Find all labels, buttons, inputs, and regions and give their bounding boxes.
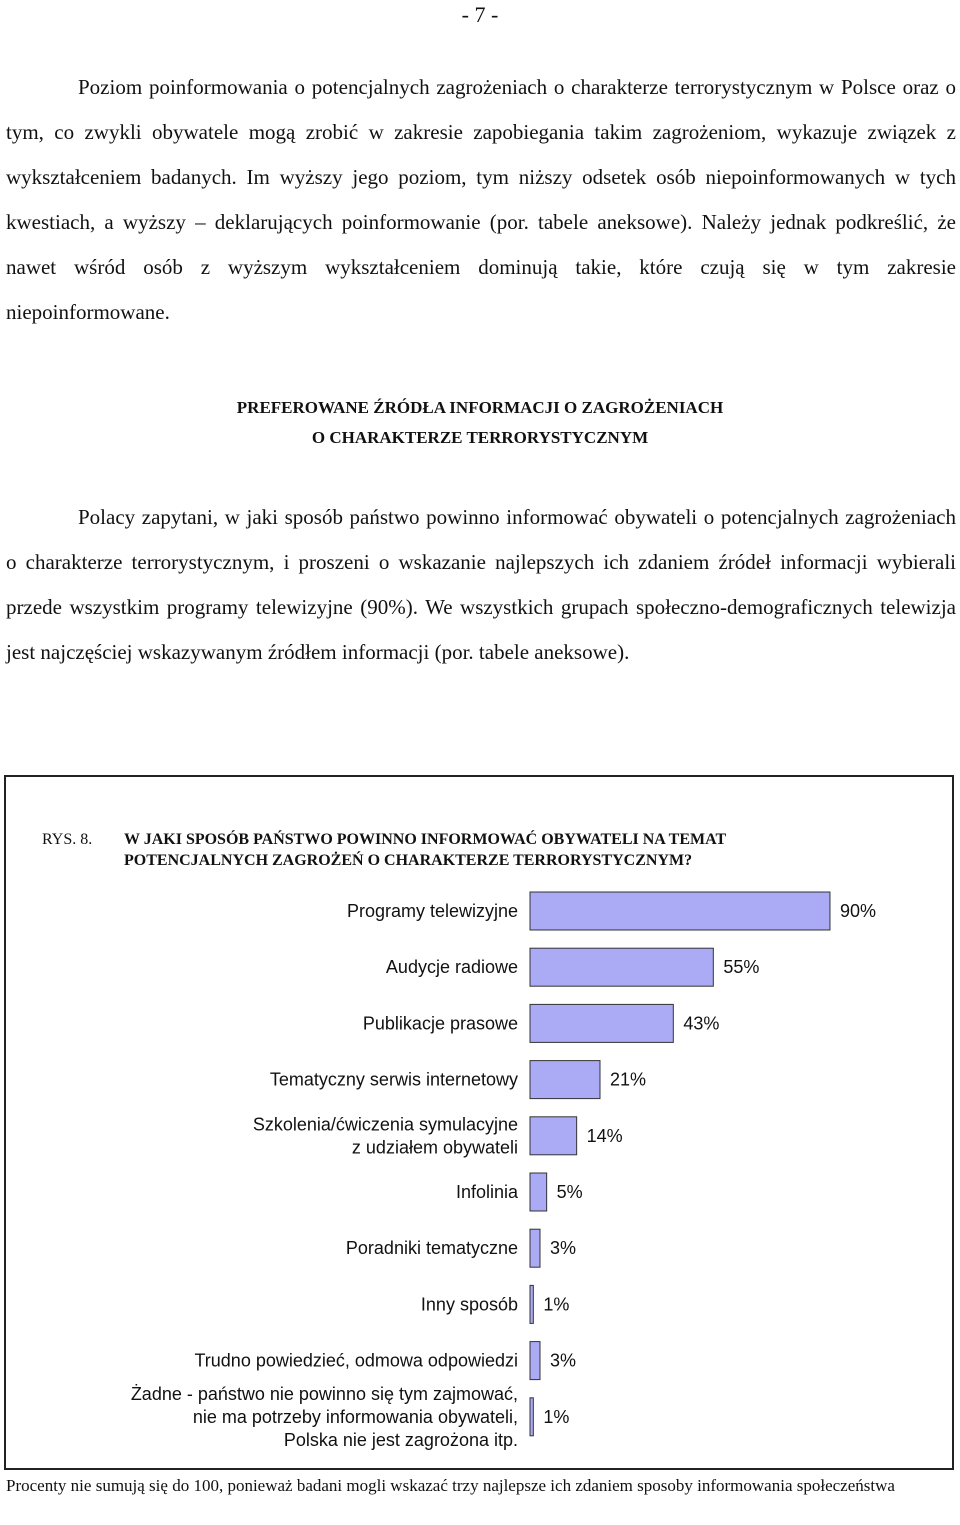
intro-paragraph: Poziom poinformowania o potencjalnych zagrożeniach o charakterze terrorystycznym w Polsce oraz o tym, co zwykli obywatele mogą zrobić w zakresie zapobiegania takim zagrożeniom, wykazuje związek z wykształceniem badanych. Im wyższy jego poziom, tym niższy odsetek osób niepoinformowanych w tych kwestiach, a wyższy – deklarujących poinformowanie (por. tabele aneksowe). Należy jednak podkreślić, że nawet wśród osób z wyższym wykształceniem dominują takie, które czują się w tym zakresie niepoinformowane. <box>6 75 956 324</box>
figure-title <box>124 829 924 871</box>
bar-chart <box>6 777 952 1468</box>
value-label-2: 43% <box>683 1013 720 1034</box>
category-label-2-line-0: Publikacje prasowe <box>362 1013 518 1034</box>
category-label-5 <box>456 1182 519 1202</box>
category-label-9-line-2: Polska nie jest zagrożona itp. <box>283 1429 518 1450</box>
category-label-9-line-1: nie ma potrzeby informowania obywateli, <box>192 1406 518 1427</box>
bar-2 <box>530 1004 673 1042</box>
bar-1 <box>530 948 713 986</box>
body-paragraph: Polacy zapytani, w jaki sposób państwo powinno informować obywateli o potencjalnych zagrożeniach o charakterze terrorystycznym, i proszeni o wskazanie najlepszych ich zdaniem źródeł informacji wybierali przede wszystkim programy telewizyjne (90%). We wszystkich grupach społeczno-demograficznych telewizja jest najczęściej wskazywanym źródłem informacji (por. tabele aneksowe). <box>6 505 956 664</box>
category-label-3-line-0: Tematyczny serwis internetowy <box>269 1069 518 1090</box>
value-label-9: 1% <box>543 1406 570 1427</box>
category-label-0-line-0: Programy telewizyjne <box>346 901 518 921</box>
value-label-3: 21% <box>609 1069 647 1090</box>
category-label-1 <box>386 957 518 977</box>
category-label-8 <box>194 1351 518 1371</box>
category-label-7 <box>421 1294 518 1314</box>
figure-title-line-2: POTENCJALNYCH ZAGROŻEŃ O CHARAKTERZE TERRORYSTYCZNYM? <box>124 852 693 869</box>
category-label-5-line-0: Infolinia <box>455 1182 518 1202</box>
bar-8 <box>530 1342 540 1380</box>
value-label-6: 3% <box>549 1238 577 1259</box>
category-label-7-line-0: Inny sposób <box>420 1294 518 1315</box>
page-number: - 7 - <box>461 2 499 27</box>
bar-9 <box>530 1398 533 1436</box>
value-label-1: 55% <box>723 957 760 978</box>
section-heading-line-2: O CHARAKTERZE TERRORYSTYCZNYM <box>311 428 649 447</box>
bar-6 <box>530 1229 540 1267</box>
category-label-4-line-0: Szkolenia/ćwiczenia symulacyjne <box>252 1114 518 1135</box>
category-label-3 <box>270 1070 518 1090</box>
value-label-5: 5% <box>556 1182 583 1202</box>
category-label-1-line-0: Audycje radiowe <box>385 957 518 978</box>
value-label-7: 1% <box>543 1294 570 1315</box>
category-label-9-line-0: Żadne - państwo nie powinno się tym zajmować, <box>130 1383 518 1404</box>
value-label-4: 14% <box>586 1125 623 1146</box>
bar-4 <box>530 1117 577 1155</box>
category-label-0 <box>347 901 518 921</box>
category-label-4-line-1: z udziałem obywateli <box>351 1137 518 1158</box>
figure-title-line-1: W JAKI SPOSÓB PAŃSTWO POWINNO INFORMOWAĆ OBYWATELI NA TEMAT <box>124 831 727 848</box>
section-heading <box>0 393 960 453</box>
figure-footnote: Procenty nie sumują się do 100, ponieważ badani mogli wskazać trzy najlepsze ich zdaniem sposoby informowania społeczeństwa <box>6 1476 895 1495</box>
category-label-6-line-0: Poradniki tematyczne <box>345 1238 518 1259</box>
category-label-6 <box>346 1238 518 1258</box>
value-label-0: 90% <box>839 901 877 921</box>
category-label-8-line-0: Trudno powiedzieć, odmowa odpowiedzi <box>194 1350 518 1371</box>
category-label-9 <box>131 1384 518 1450</box>
section-heading-line-1: PREFEROWANE ŹRÓDŁA INFORMACJI O ZAGROŻENIACH <box>236 398 724 417</box>
bar-3 <box>530 1061 600 1099</box>
category-label-2 <box>363 1013 518 1033</box>
figure-frame <box>4 775 954 1470</box>
value-label-8: 3% <box>549 1350 577 1371</box>
bar-0 <box>530 892 830 930</box>
figure-label: RYS. 8. <box>42 831 93 848</box>
bar-5 <box>530 1173 547 1211</box>
bar-7 <box>530 1285 533 1323</box>
category-label-4 <box>253 1114 518 1157</box>
